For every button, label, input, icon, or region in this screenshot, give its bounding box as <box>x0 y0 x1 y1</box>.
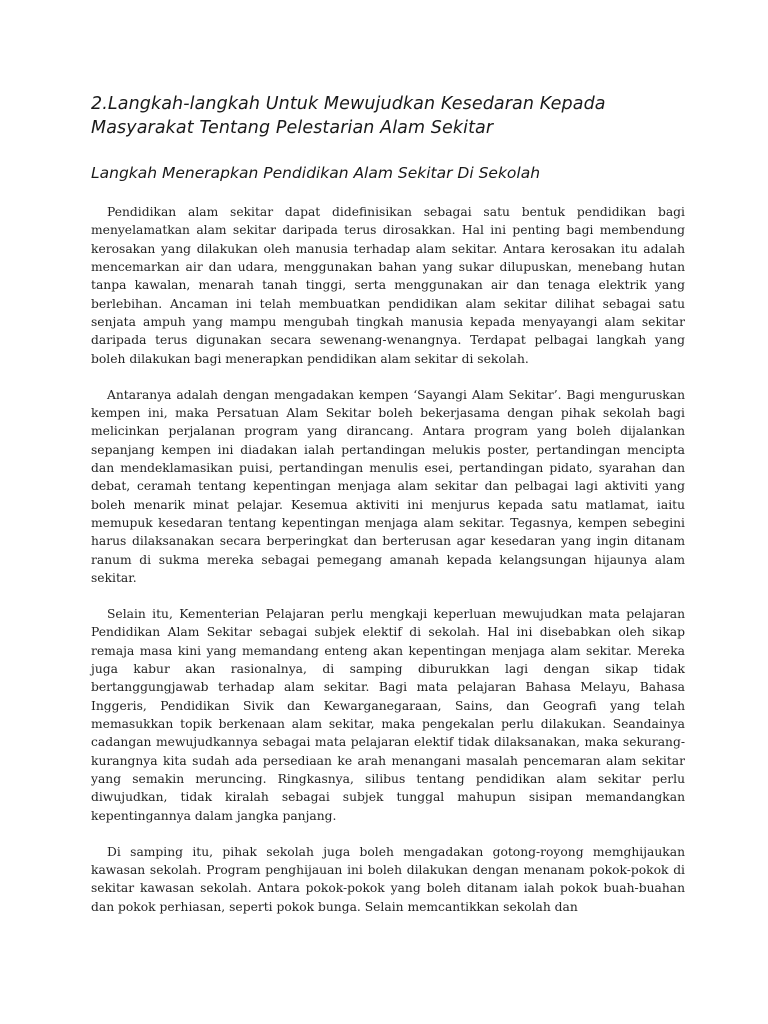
paragraph-1: Pendidikan alam sekitar dapat didefinisikan sebagai satu bentuk pendidikan bagi menyelamatkan alam sekitar daripada terus dirosakkan. Hal ini penting bagi membendung kerosakan yang dilakukan oleh manusia terhadap alam sekitar. Antara kerosakan itu adalah mencemarkan air dan udara, menggunakan bahan yang sukar dilupuskan, menebang hutan tanpa kawalan, menarah tanah tinggi, serta menggunakan air dan tenaga elektrik yang berlebihan. Ancaman ini telah membuatkan pendidikan alam sekitar dilihat sebagai satu senjata ampuh yang mampu mengubah tingkah manusia kepada menyayangi alam sekitar daripada terus digunakan secara sewenang-wenangnya. Terdapat pelbagai langkah yang boleh dilakukan bagi menerapkan pendidikan alam sekitar di sekolah. <box>91 205 685 366</box>
section-subheading: Langkah Menerapkan Pendidikan Alam Sekitar Di Sekolah <box>91 164 541 182</box>
paragraph-3: Selain itu, Kementerian Pelajaran perlu mengkaji keperluan mewujudkan mata pelajaran Pendidikan Alam Sekitar sebagai subjek elektif di sekolah. Hal ini disebabkan oleh sikap remaja masa kini yang memandang enteng akan kepentingan menjaga alam sekitar. Mereka juga kabur akan rasionalnya, di samping diburukkan lagi dengan sikap tidak bertanggungjawab terhadap alam sekitar. Bagi mata pelajaran Bahasa Melayu, Bahasa Inggeris, Pendidikan Sivik dan Kewarganegaraan, Sains, dan Geografi yang telah memasukkan topik berkenaan alam sekitar, maka pengekalan perlu dilakukan. Seandainya cadangan mewujudkannya sebagai mata pelajaran elektif tidak dilaksanakan, maka sekurang-kurangnya kita sudah ada persediaan ke arah menangani masalah pencemaran alam sekitar yang semakin meruncing. Ringkasnya, silibus tentang pendidikan alam sekitar perlu diwujudkan, tidak kiralah sebagai subjek tunggal mahupun sisipan memandangkan kepentingannya dalam jangka panjang. <box>91 606 685 823</box>
section-heading: 2.Langkah-langkah Untuk Mewujudkan Kesedaran Kepada Masyarakat Tentang Pelestarian Alam Sekitar <box>91 94 606 138</box>
paragraph-2: Antaranya adalah dengan mengadakan kempen ‘Sayangi Alam Sekitar’. Bagi menguruskan kempen ini, maka Persatuan Alam Sekitar boleh bekerjasama dengan pihak sekolah bagi melicinkan perjalanan program yang dirancang. Antara program yang boleh dijalankan sepanjang kempen ini diadakan ialah pertandingan melukis poster, pertandingan mencipta dan mendeklamasikan puisi, pertandingan menulis esei, pertandingan pidato, syarahan dan debat, ceramah tentang kepentingan menjaga alam sekitar dan pelbagai lagi aktiviti yang boleh menarik minat pelajar. Kesemua aktiviti ini menjurus kepada satu matlamat, iaitu memupuk kesedaran tentang kepentingan menjaga alam sekitar. Tegasnya, kempen sebegini harus dilaksanakan secara berperingkat dan berterusan agar kesedaran yang ingin ditanam ranum di sukma mereka sebagai pemegang amanah kepada kelangsungan hijaunya alam sekitar. <box>91 387 685 586</box>
body-text <box>91 203 685 933</box>
paragraph-4: Di samping itu, pihak sekolah juga boleh mengadakan gotong-royong memghijaukan kawasan sekolah. Program penghijauan ini boleh dilakukan dengan menanam pokok-pokok di sekitar kawasan sekolah. Antara pokok-pokok yang boleh ditanam ialah pokok buah-buahan dan pokok perhiasan, seperti pokok bunga. Selain memcantikkan sekolah dan <box>91 844 685 914</box>
